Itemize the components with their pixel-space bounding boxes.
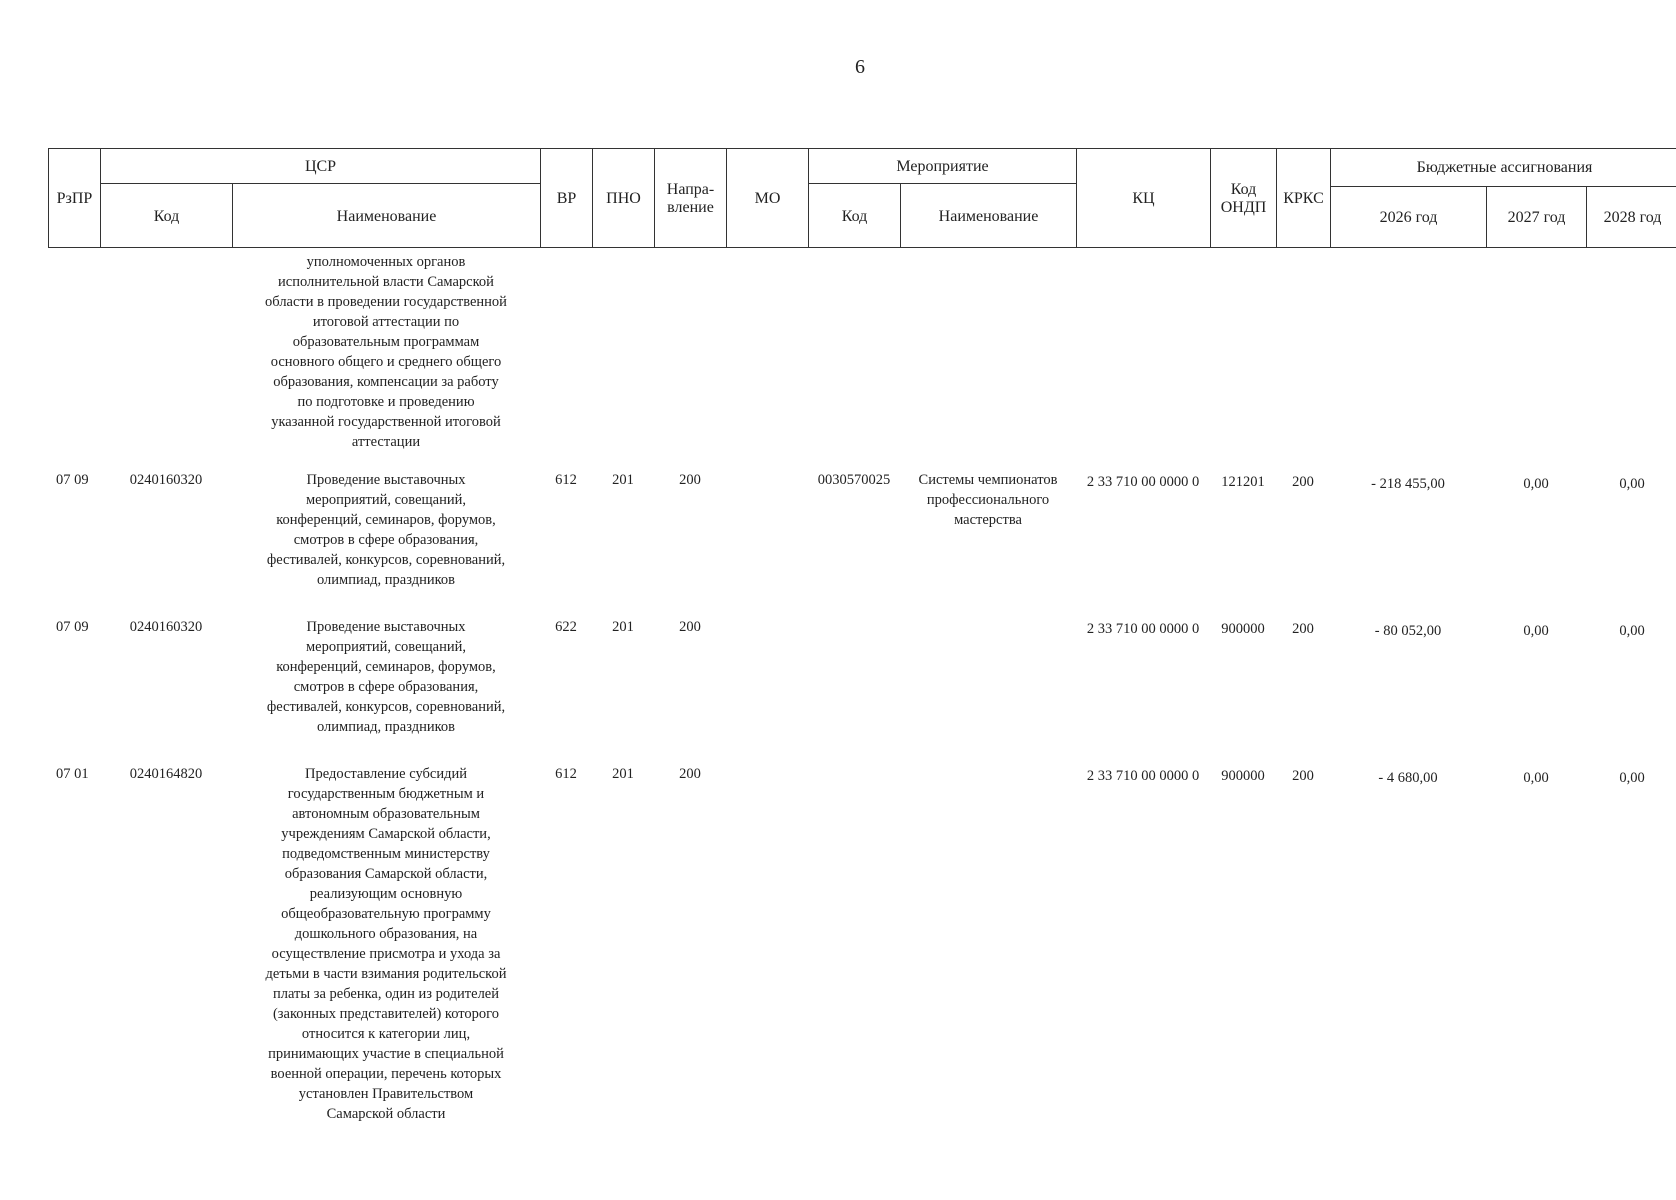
direction: 200 bbox=[679, 472, 701, 488]
csr-code: 0240160320 bbox=[129, 472, 203, 488]
ondp: 121201 bbox=[1221, 474, 1265, 490]
header-2026: 2026 год bbox=[1330, 186, 1486, 248]
ondp: 900000 bbox=[1221, 621, 1265, 637]
amount-2028: 0,00 bbox=[1619, 476, 1645, 492]
direction: 200 bbox=[679, 619, 701, 635]
header-rzpr: РзПР bbox=[48, 148, 100, 248]
header-2028: 2028 год bbox=[1586, 186, 1676, 248]
header-kc: КЦ bbox=[1076, 148, 1210, 248]
header-krks: КРКС bbox=[1276, 148, 1330, 248]
rzpr: 07 09 bbox=[56, 472, 89, 488]
header-direction: Напра- вление bbox=[654, 148, 726, 248]
direction: 200 bbox=[679, 766, 701, 782]
header-event: Мероприятие bbox=[808, 148, 1076, 183]
header-vr: ВР bbox=[540, 148, 592, 248]
header-csr-code: Код bbox=[100, 183, 232, 248]
amount-2027: 0,00 bbox=[1523, 770, 1549, 786]
amount-2028: 0,00 bbox=[1619, 770, 1645, 786]
vr: 622 bbox=[555, 619, 577, 635]
header-2027: 2027 год bbox=[1486, 186, 1586, 248]
rzpr: 07 01 bbox=[56, 766, 89, 782]
ondp: 900000 bbox=[1221, 768, 1265, 784]
header-csr-name: Наименование bbox=[232, 183, 540, 248]
kc: 2 33 710 00 0000 0 bbox=[1086, 621, 1200, 637]
pno: 201 bbox=[612, 619, 634, 635]
header-bottom-rule bbox=[48, 247, 1676, 248]
event-name: Системы чемпионатов профессионального мастерства bbox=[918, 472, 1058, 528]
header-budget: Бюджетные ассигнования bbox=[1330, 148, 1676, 186]
pno: 201 bbox=[612, 472, 634, 488]
header-ondp: Код ОНДП bbox=[1210, 148, 1276, 248]
csr-code: 0240164820 bbox=[129, 766, 203, 782]
amount-2027: 0,00 bbox=[1523, 623, 1549, 639]
csr-code: 0240160320 bbox=[129, 619, 203, 635]
pno: 201 bbox=[612, 766, 634, 782]
vr: 612 bbox=[555, 766, 577, 782]
page-number: 6 bbox=[855, 56, 865, 78]
csr-name: Проведение выставочных мероприятий, совещаний, конференций, семинаров, форумов, смотров в сфере образования, фестивалей, конкурсов, соревнований, олимпиад, праздников bbox=[266, 472, 506, 588]
kc: 2 33 710 00 0000 0 bbox=[1086, 474, 1200, 490]
amount-2026: - 80 052,00 bbox=[1374, 623, 1442, 639]
vr: 612 bbox=[555, 472, 577, 488]
header-event-code: Код bbox=[808, 183, 900, 248]
csr-name: уполномоченных органов исполнительной власти Самарской области в проведении государственной итоговой аттестации по образовательным программам основного общего и среднего общего образования, компенсации за работу по подготовке и проведению указанной государственной итоговой аттестации bbox=[265, 254, 507, 450]
event-code: 0030570025 bbox=[817, 472, 891, 488]
amount-2027: 0,00 bbox=[1523, 476, 1549, 492]
header-pno: ПНО bbox=[592, 148, 654, 248]
header-mo: МО bbox=[726, 148, 808, 248]
amount-2026: - 218 455,00 bbox=[1371, 476, 1445, 492]
header-event-name: Наименование bbox=[900, 183, 1076, 248]
header-csr: ЦСР bbox=[100, 148, 540, 183]
csr-name: Проведение выставочных мероприятий, совещаний, конференций, семинаров, форумов, смотров в сфере образования, фестивалей, конкурсов, соревнований, олимпиад, праздников bbox=[266, 619, 506, 735]
csr-name: Предоставление субсидий государственным бюджетным и автономным образовательным учреждениям Самарской области, подведомственным министерству образования Самарской области, реализующим основную общеобразовательную программу дошкольного образования, на осуществление присмотра и ухода за детьми в части взимания родительской платы за ребенка, один из родителей (законных представителей) которого относится к категории лиц, принимающих участие в специальной военной операции, перечень которых установлен Правительством Самарской области bbox=[265, 766, 507, 1122]
krks: 200 bbox=[1292, 474, 1314, 490]
kc: 2 33 710 00 0000 0 bbox=[1086, 768, 1200, 784]
krks: 200 bbox=[1292, 621, 1314, 637]
rzpr: 07 09 bbox=[56, 619, 89, 635]
amount-2028: 0,00 bbox=[1619, 623, 1645, 639]
table-header bbox=[48, 148, 1676, 248]
krks: 200 bbox=[1292, 768, 1314, 784]
amount-2026: - 4 680,00 bbox=[1378, 770, 1438, 786]
